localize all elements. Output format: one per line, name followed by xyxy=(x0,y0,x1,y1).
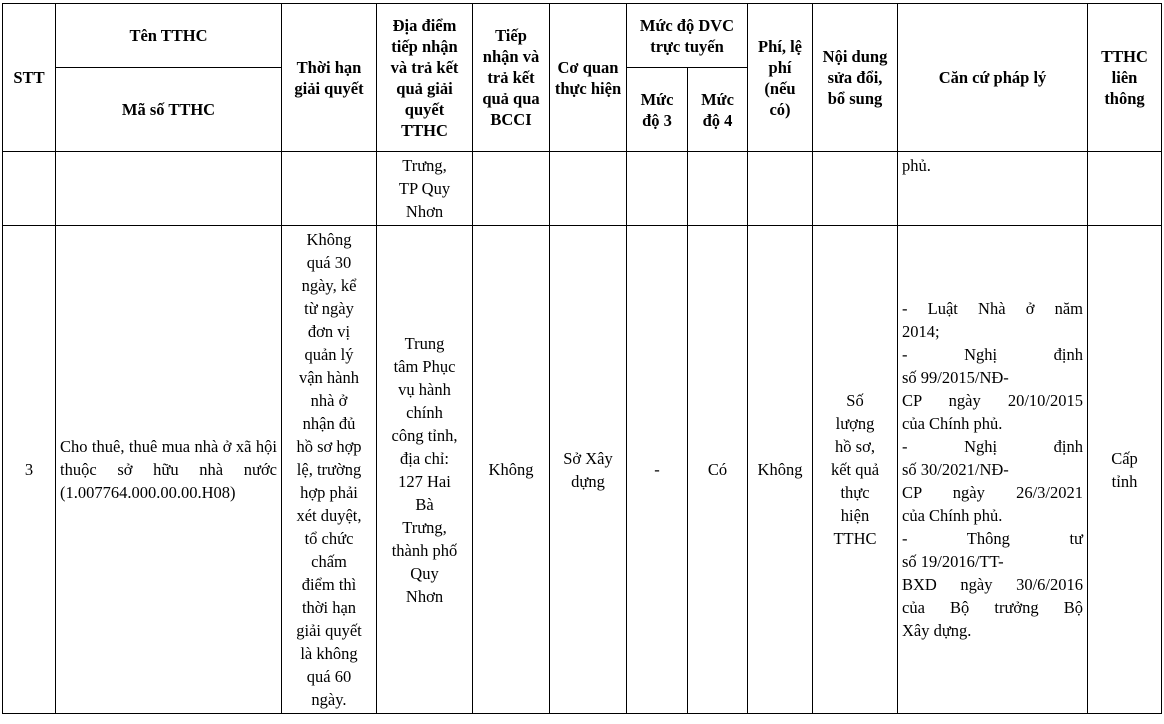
line: lệ, trường xyxy=(296,460,362,479)
line: thời hạn xyxy=(301,598,357,617)
line: kết quả xyxy=(830,460,880,479)
header-row-1 xyxy=(3,4,1162,68)
line: Quy xyxy=(410,563,439,583)
line: Nhơn xyxy=(405,202,444,221)
header-muc-do-3: Mức độ 3 xyxy=(627,68,688,152)
cell-ten xyxy=(56,152,282,226)
line: nhà ở xyxy=(310,391,348,410)
cell-muc-do-3: - xyxy=(627,226,688,714)
line: của Bộ trưởng Bộ xyxy=(902,598,1083,617)
line: 127 Hai xyxy=(398,471,451,491)
line: TP Quy xyxy=(398,179,451,198)
line: công tỉnh, xyxy=(391,425,458,445)
line: CP ngày 20/10/2015 xyxy=(902,391,1083,410)
line: dựng xyxy=(571,471,605,491)
cell-lien-thong xyxy=(1088,226,1162,714)
header-can-cu: Căn cứ pháp lý xyxy=(898,4,1088,152)
line: Trung xyxy=(404,333,445,353)
line: số 30/2021/NĐ- xyxy=(902,460,1009,479)
line: số 99/2015/NĐ- xyxy=(902,368,1009,387)
cell-can-cu xyxy=(898,226,1088,714)
line: hợp phải xyxy=(300,483,358,502)
line: nhận đủ xyxy=(302,414,356,433)
cell-dia-diem xyxy=(377,226,473,714)
cell-phi xyxy=(748,152,813,226)
line: quá 30 xyxy=(306,253,352,272)
line: là không xyxy=(300,644,358,663)
cell-dia-diem xyxy=(377,152,473,226)
header-muc-do-4: Mức độ 4 xyxy=(688,68,748,152)
header-dia-diem: Địa điểm tiếp nhận và trả kết quả giải quyết TTHC xyxy=(377,4,473,152)
line: thành phố xyxy=(391,540,458,560)
line: - Luật Nhà ở năm xyxy=(902,299,1083,318)
cell-can-cu: phủ. xyxy=(898,152,1088,226)
line: từ ngày xyxy=(304,299,354,318)
line: Xây dựng. xyxy=(902,621,972,640)
line: hồ sơ hợp xyxy=(296,437,362,456)
line: xét duyệt, xyxy=(296,506,362,525)
cell-co-quan xyxy=(550,152,627,226)
header-tthc-lien-thong: TTHC liên thông xyxy=(1088,4,1162,152)
header-tiep-nhan-bcci: Tiếp nhận và trả kết quả qua BCCI xyxy=(473,4,550,152)
line: tỉnh xyxy=(1111,471,1138,491)
line: hiện xyxy=(840,506,870,525)
line: của Chính phủ. xyxy=(902,414,1003,433)
line: hồ sơ, xyxy=(835,437,875,456)
line: tổ chức xyxy=(304,529,354,548)
cell-lien-thong xyxy=(1088,152,1162,226)
cell-bcci xyxy=(473,152,550,226)
cell-stt: 3 xyxy=(3,226,56,714)
table-row-continuation xyxy=(3,152,1162,226)
line: - Nghị định xyxy=(902,437,1083,456)
cell-muc-do-3 xyxy=(627,152,688,226)
cell-noi-dung xyxy=(813,226,898,714)
line: ngày, kể xyxy=(301,276,357,295)
line: quá 60 xyxy=(306,667,352,686)
line: quản lý xyxy=(304,345,354,364)
line: TTHC xyxy=(833,529,877,548)
line: chính xyxy=(406,402,443,422)
line: Số xyxy=(846,391,864,410)
cell-muc-do-4: Có xyxy=(688,226,748,714)
header-ma-so-tthc: Mã số TTHC xyxy=(56,68,282,152)
line: Nhơn xyxy=(405,586,444,606)
line: Trưng, xyxy=(402,517,447,537)
line: số 19/2016/TT- xyxy=(902,552,1004,571)
line: Trưng, xyxy=(402,156,447,175)
line: điểm thì xyxy=(301,575,357,594)
line: vụ hành xyxy=(398,379,451,399)
line: lượng xyxy=(835,414,875,433)
header-muc-do-dvc: Mức độ DVC trực tuyến xyxy=(627,4,748,68)
header-noi-dung: Nội dung sửa đổi, bổ sung xyxy=(813,4,898,152)
cell-ten: Cho thuê, thuê mua nhà ở xã hội thuộc sở hữu nhà nước (1.007764.000.00.00.H08) xyxy=(56,226,282,714)
cell-muc-do-4 xyxy=(688,152,748,226)
line: - Thông tư xyxy=(902,529,1083,548)
line: Không xyxy=(306,230,352,249)
line: BXD ngày 30/6/2016 xyxy=(902,575,1083,594)
line: ngày. xyxy=(311,690,347,709)
cell-noi-dung xyxy=(813,152,898,226)
cell-stt xyxy=(3,152,56,226)
header-ten-tthc: Tên TTHC xyxy=(56,4,282,68)
header-thoi-han: Thời hạn giải quyết xyxy=(282,4,377,152)
line: - Nghị định xyxy=(902,345,1083,364)
line: vận hành xyxy=(298,368,360,387)
line: của Chính phủ. xyxy=(902,506,1003,525)
line: Sở Xây xyxy=(563,448,613,468)
line: đơn vị xyxy=(307,322,351,341)
table-row xyxy=(3,226,1162,714)
line: 2014; xyxy=(902,322,940,341)
line: giải quyết xyxy=(296,621,362,640)
line: CP ngày 26/3/2021 xyxy=(902,483,1083,502)
cell-thoi-han xyxy=(282,226,377,714)
cell-co-quan xyxy=(550,226,627,714)
line: tâm Phục xyxy=(393,356,456,376)
cell-thoi-han xyxy=(282,152,377,226)
line: chấm xyxy=(311,552,347,571)
line: Cấp xyxy=(1111,448,1138,468)
header-co-quan: Cơ quan thực hiện xyxy=(550,4,627,152)
cell-phi: Không xyxy=(748,226,813,714)
line: thực xyxy=(840,483,870,502)
header-stt: STT xyxy=(3,4,56,152)
line: địa chỉ: xyxy=(399,448,450,468)
header-phi-le-phi: Phí, lệ phí (nếu có) xyxy=(748,4,813,152)
cell-bcci: Không xyxy=(473,226,550,714)
line: Bà xyxy=(415,494,434,514)
tthc-table xyxy=(2,3,1162,714)
